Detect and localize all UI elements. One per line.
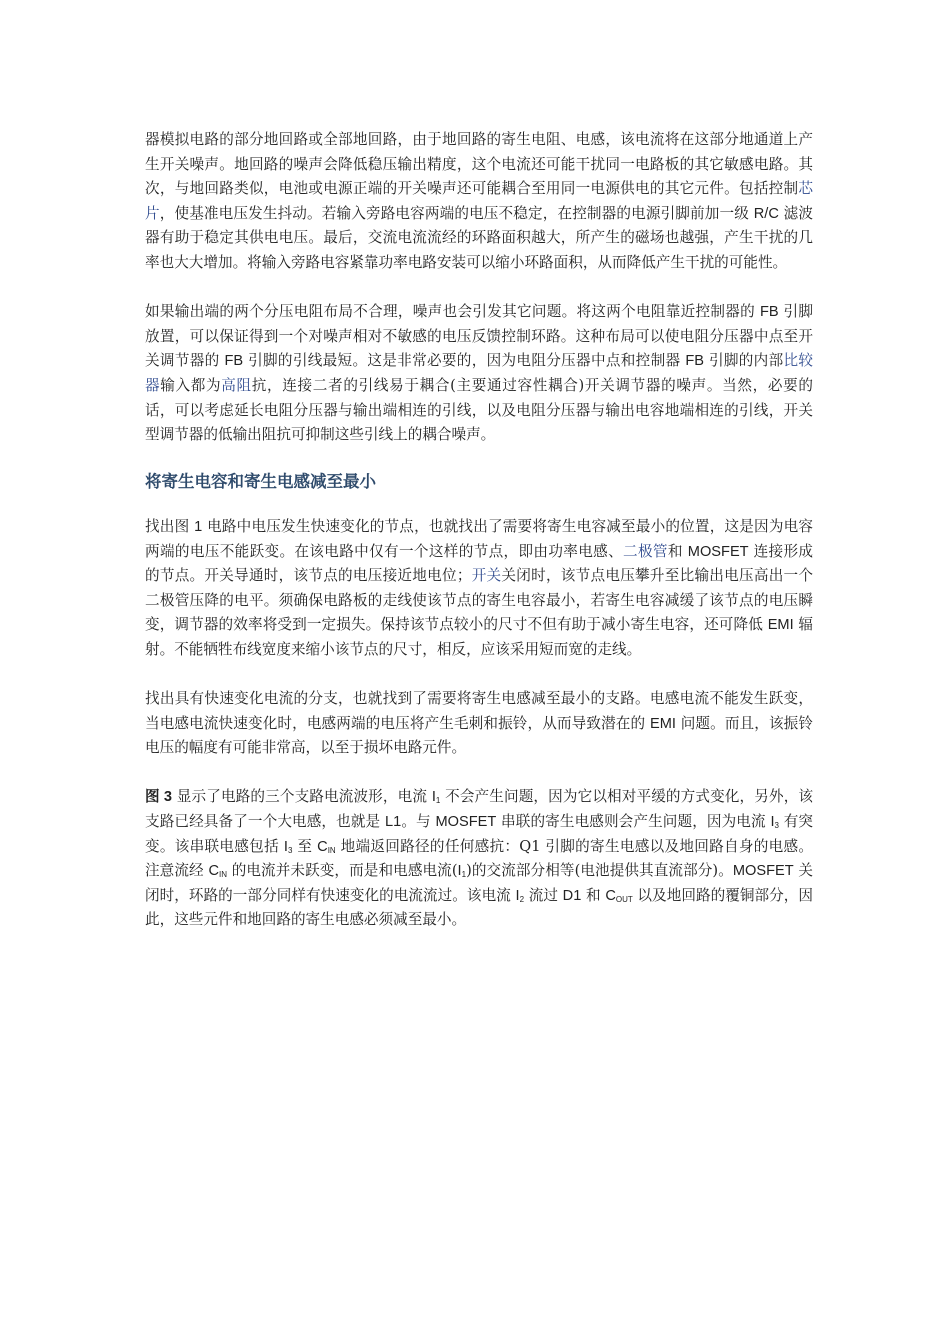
text-run: 。与 — [401, 813, 436, 831]
text-run: 如果输出端的两个分压电阻布局不合理，噪声也会引发其它问题。将这两个电阻靠近控制器的 — [145, 303, 760, 321]
text-run: MOSFET — [732, 863, 794, 880]
body-paragraph — [145, 785, 813, 933]
text-run: MOSFET — [687, 543, 749, 560]
subscript: IN — [218, 870, 227, 880]
text-run: C — [605, 887, 616, 904]
text-run: 地端返回路径的任何感抗：Q1 引脚的寄生电感以及地回路自身的电感。注意流经 — [145, 837, 814, 880]
text-run: 输入都为 — [160, 376, 222, 394]
text-run: L1 — [385, 814, 402, 831]
text-run: I — [457, 863, 462, 880]
text-run: 引脚放置，可以保证得到一个对噪声相对不敏感的电压反馈控制环路。这种布局可以使电阻分压器中点至开关调节器的 — [145, 303, 813, 370]
text-run: 和 — [667, 542, 688, 560]
inline-link[interactable]: 比较器 — [145, 352, 814, 394]
text-run: R/C — [753, 205, 779, 222]
text-run: 关闭时，该节点电压攀升至比输出电压高出一个二极管压降的电平。须确保电路板的走线使该节点的寄生电容最小，若寄生电容减缓了该节点的电压瞬变，调节器的效率将受到一定损失。保持该节点较小的尺寸不但有助于减小寄生电容，还可降低 — [145, 567, 813, 634]
text-run: 辐射。不能牺牲布线宽度来缩小该节点的尺寸，相反，应该采用短而宽的走线。 — [145, 616, 813, 658]
text-run: C — [317, 838, 328, 855]
subscript: 2 — [519, 894, 525, 904]
text-run: 流过 — [524, 886, 563, 904]
text-run: )的交流部分相等(电池提供其直流部分)。 — [466, 862, 733, 880]
document-page — [145, 128, 813, 958]
text-run: 至 — [292, 837, 318, 855]
text-run: I — [515, 887, 520, 904]
text-run: 引脚的引线最短。这是非常必要的，因为电阻分压器中点和控制器 — [243, 352, 686, 370]
subscript: OUT — [615, 894, 633, 904]
body-paragraph — [145, 687, 813, 761]
text-run: 的电流并未跃变，而是和电感电流( — [226, 862, 458, 880]
text-run: 以及地回路的覆铜部分，因此，这些元件和地回路的寄生电感必须减至最小。 — [145, 886, 813, 929]
text-run: EMI — [767, 617, 794, 634]
subscript: 3 — [774, 821, 779, 831]
inline-link[interactable]: 高阻 — [221, 376, 252, 394]
inline-link[interactable]: 芯片 — [145, 180, 813, 222]
text-run: 显示了电路的三个支路电流波形，电流 — [172, 788, 432, 806]
text-run: 不会产生问题，因为它以相对平缓的方式变化，另外，该支路已经具备了一个大电感，也就是 — [145, 788, 814, 831]
text-run: 关闭时，环路的一部分同样有快速变化的电流流过。该电流 — [145, 862, 814, 904]
body-paragraph — [145, 300, 813, 448]
subscript: 1 — [461, 870, 467, 880]
subscript: IN — [327, 845, 336, 855]
figure-reference: 图 3 — [145, 789, 173, 806]
text-run: ，使基准电压发生抖动。若输入旁路电容两端的电压不稳定，在控制器的电源引脚前加一级 — [159, 204, 754, 222]
text-run: 滤波器有助于稳定其供电电压。最后，交流电流流经的环路面积越大，所产生的磁场也越强，产生干扰的几率也大大增加。将输入旁路电容紧靠功率电路安装可以缩小环路面积，从而降低产生干扰的可能性。 — [145, 204, 813, 271]
text-run: EMI — [649, 715, 676, 732]
text-run: D1 — [562, 887, 582, 904]
text-run: 找出具有快速变化电流的分支，也就找到了需要将寄生电感减至最小的支路。电感电流不能发生跃变，当电感电流快速变化时，电感两端的电压将产生毛刺和振铃，从而导致潜在的 — [145, 690, 813, 732]
text-run: 找出图 — [145, 517, 195, 535]
text-run: I — [283, 838, 288, 855]
text-run: I — [770, 814, 775, 831]
text-run: 连接形成的节点。开关导通时，该节点的电压接近地电位； — [145, 542, 813, 585]
subscript: 3 — [287, 845, 293, 855]
section-heading — [145, 470, 813, 495]
text-run: I — [431, 789, 436, 806]
text-run: 1 — [194, 518, 203, 535]
text-run: FB — [224, 353, 244, 370]
text-run: 串联的寄生电感则会产生问题，因为电流 — [496, 813, 771, 831]
text-run: 电路中电压发生快速变化的节点，也就找出了需要将寄生电容减至最小的位置，这是因为电容两端的电压不能跃变。在该电路中仅有一个这样的节点，即由功率电感、 — [145, 517, 813, 560]
body-paragraph — [145, 128, 813, 276]
text-run: 抗，连接二者的引线易于耦合(主要通过容性耦合)开关调节器的噪声。当然，必要的话，可以考虑延长电阻分压器与输出端相连的引线，以及电阻分压器与输出电容地端相连的引线，开关型调节器的低输出阻抗可抑制这些引线上的耦合噪声。 — [145, 376, 813, 444]
text-run: C — [208, 863, 219, 880]
body-paragraph — [145, 515, 813, 663]
text-run: 有突变。该串联电感包括 — [145, 813, 814, 855]
text-run: FB — [759, 304, 779, 321]
text-run: MOSFET — [435, 814, 497, 831]
text-run: 将寄生电容和寄生电感减至最小 — [145, 472, 376, 492]
text-run: 问题。而且，该振铃电压的幅度有可能非常高，以至于损坏电路元件。 — [145, 714, 813, 757]
subscript: 1 — [435, 796, 441, 806]
text-run: FB — [685, 353, 705, 370]
text-run: 器模拟电路的部分地回路或全部地回路，由于地回路的寄生电阻、电感，该电流将在这部分地通道上产生开关噪声。地回路的噪声会降低稳压输出精度，这个电流还可能干扰同一电路板的其它敏感电路。其次，与地回路类似，电池或电源正端的开关噪声还可能耦合至用同一电源供电的其它元件。包括控制 — [145, 131, 813, 198]
inline-link[interactable]: 开关 — [471, 567, 502, 585]
inline-link[interactable]: 二极管 — [623, 542, 668, 560]
text-run: 引脚的内部 — [704, 352, 784, 370]
text-run: 和 — [581, 886, 606, 904]
